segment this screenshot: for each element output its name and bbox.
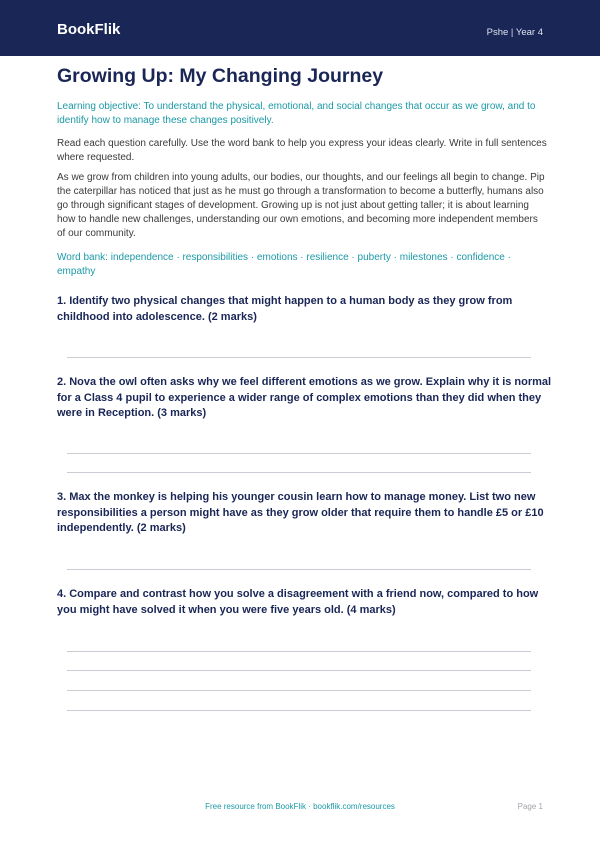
question-3: 3. Max the monkey is helping his younger cousin learn how to manage money. List two new responsibilities a person might have as they grow older that require them to handle £5 or £10 independently. (2 marks) (57, 491, 544, 534)
answer-line[interactable] (67, 710, 531, 711)
question-2: 2. Nova the owl often asks why we feel different emotions as we grow. Explain why it is normal for a Class 4 pupil to experience a wider range of complex emotions than they did when they were in Reception. (3 marks) (57, 376, 552, 419)
intro-paragraph: As we grow from children into young adults, our bodies, our thoughts, and our feelings all begin to change. Pip the caterpillar has noticed that just as he must go through a transformation to become a butterfly, humans also go through significant stages of development. Growing up is not just about getting taller; it is about learning how to handle new challenges, understanding our own emotions, and becoming more independent members of our community. (57, 172, 545, 239)
page-number: Page 1 (517, 802, 543, 811)
learning-objective: Learning objective: To understand the physical, emotional, and social changes that occur as we grow, and to identify how to manage these changes positively. (57, 101, 536, 126)
subject-year-label: Pshe | Year 4 (486, 27, 543, 38)
answer-line[interactable] (67, 357, 531, 358)
answer-line[interactable] (67, 569, 531, 570)
worksheet-title: Growing Up: My Changing Journey (57, 65, 384, 87)
answer-line[interactable] (67, 690, 531, 691)
header-bar (0, 0, 600, 56)
brand-logo: BookFlik (57, 21, 121, 38)
question-1: 1. Identify two physical changes that might happen to a human body as they grow from childhood into adolescence. (2 marks) (57, 295, 513, 323)
answer-line[interactable] (67, 453, 531, 454)
word-bank: Word bank: independence · responsibilities · emotions · resilience · puberty · milestones · confidence · empathy (57, 252, 511, 277)
question-4: 4. Compare and contrast how you solve a disagreement with a friend now, compared to how you might have solved it when you were five years old. (4 marks) (57, 588, 539, 616)
instructions-text: Read each question carefully. Use the word bank to help you express your ideas clearly. Write in full sentences where requested. (57, 138, 547, 163)
answer-line[interactable] (67, 472, 531, 473)
footer-resource-link[interactable]: Free resource from BookFlik · bookflik.com/resources (205, 802, 395, 811)
answer-line[interactable] (67, 670, 531, 671)
answer-line[interactable] (67, 651, 531, 652)
